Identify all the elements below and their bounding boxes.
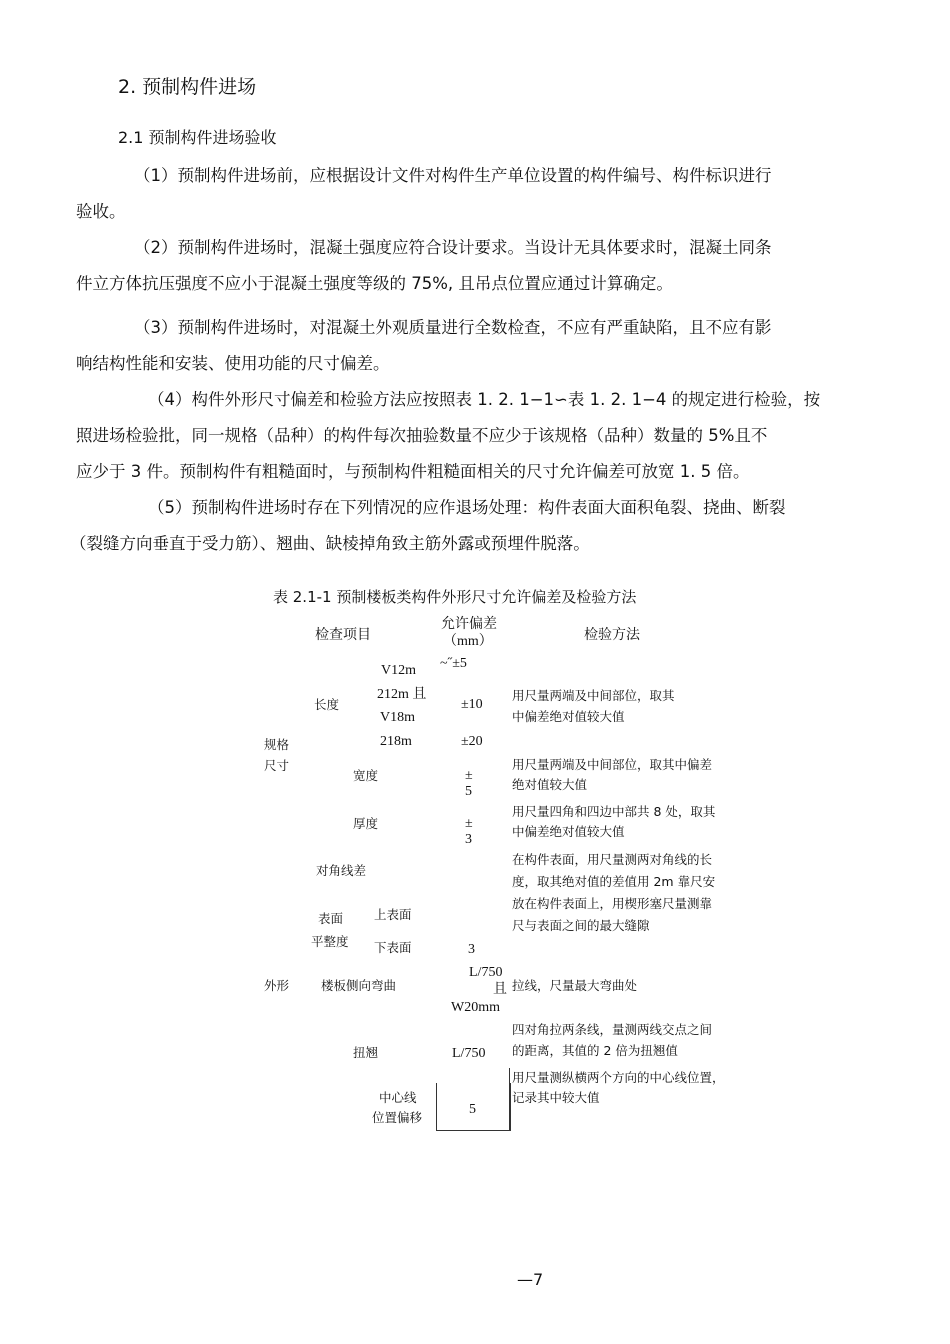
paragraph-2-line-2: 件立方体抗压强度不应小于混凝土强度等级的 75%, 且吊点位置应通过计算确定。 (76, 274, 673, 293)
header-item: 检查项目 (315, 627, 371, 643)
method-width-1: 用尺量两端及中间部位，取其中偏差 (512, 757, 713, 772)
tol-10: ±10 (461, 697, 483, 712)
method-diagonal-4: 尺与表面之间的最大缝隙 (512, 918, 650, 933)
header-tolerance: 允许偏差 (441, 616, 497, 632)
page-number: —7 (517, 1270, 544, 1289)
paragraph-4-line-1: （4）构件外形尺寸偏差和检验方法应按照表 1. 2. 1−1∽表 1. 2. 1−4 的规定进行检验，按 (148, 390, 821, 409)
flatness-label-1: 表面 (318, 911, 344, 926)
tol-bow-1: L/750 (469, 965, 503, 980)
group-shape-label: 外形 (264, 978, 290, 993)
group-size-label-2: 尺寸 (264, 758, 290, 773)
paragraph-3-line-2: 响结构性能和安装、使用功能的尺寸偏差。 (76, 354, 390, 373)
tol-bow-3: W20mm (451, 1000, 500, 1015)
method-diagonal-1: 在构件表面，用尺量测两对角线的长 (512, 852, 713, 867)
tol-centerline: 5 (469, 1102, 476, 1117)
method-length-1: 用尺量两端及中间部位，取其 (512, 688, 675, 703)
header-tolerance-unit: （mm） (443, 634, 493, 649)
method-twist-2: 的距离，其值的 2 倍为扭翘值 (512, 1043, 678, 1058)
lower-surface-label: 下表面 (374, 940, 412, 955)
method-thickness-1: 用尺量四角和四边中部共 8 处，取其 (512, 804, 716, 819)
tol-thickness-value: 3 (465, 832, 472, 847)
tol-width-sign: ± (465, 768, 473, 783)
tol-20: ±20 (461, 734, 483, 749)
centerline-label-1: 中心线 (379, 1090, 417, 1105)
length-range-2b: V18m (380, 710, 415, 725)
tol-flatness: 3 (468, 942, 475, 957)
diagonal-label: 对角线差 (316, 863, 367, 878)
method-centerline-2: 记录其中较大值 (512, 1090, 600, 1105)
width-label: 宽度 (353, 768, 379, 783)
length-range-3: 218m (380, 734, 412, 749)
paragraph-1-line-2: 验收。 (76, 202, 126, 221)
group-size-label-1: 规格 (264, 737, 290, 752)
paragraph-5-line-1: （5）预制构件进场时存在下列情况的应作退场处理：构件表面大面积龟裂、挠曲、断裂 (148, 498, 786, 517)
method-length-2: 中偏差绝对值较大值 (512, 709, 625, 724)
section-heading: 2. 预制构件进场 (118, 76, 257, 98)
table-caption: 表 2.1-1 预制楼板类构件外形尺寸允许偏差及检验方法 (273, 588, 637, 606)
paragraph-3-line-1: （3）预制构件进场时，对混凝土外观质量进行全数检查，不应有严重缺陷，且不应有影 (134, 318, 772, 337)
tol-twist: L/750 (452, 1046, 486, 1061)
method-width-2: 绝对值较大值 (512, 777, 588, 792)
length-range-1: V12m (381, 663, 416, 678)
table-divider-line (509, 1068, 510, 1131)
paragraph-4 (76, 382, 876, 490)
paragraph-1 (76, 158, 876, 230)
length-range-2a: 212m 且 (377, 687, 427, 702)
length-label: 长度 (314, 697, 340, 712)
method-diagonal-2: 度，取其绝对值的差值用 2m 靠尺安 (512, 874, 716, 889)
tol-width-value: 5 (465, 784, 472, 799)
bow-label: 楼板侧向弯曲 (321, 978, 397, 993)
header-method: 检验方法 (584, 627, 640, 643)
method-centerline-1: 用尺量测纵横两个方向的中心线位置， (512, 1070, 725, 1085)
method-diagonal-3: 放在构件表面上，用楔形塞尺量测靠 (512, 896, 713, 911)
tol-bow-2: 且 (493, 982, 507, 997)
twist-label: 扭翘 (353, 1045, 379, 1060)
method-bow: 拉线，尺量最大弯曲处 (512, 978, 638, 993)
paragraph-2-line-1: （2）预制构件进场时，混凝土强度应符合设计要求。当设计无具体要求时，混凝土同条 (134, 238, 772, 257)
thickness-label: 厚度 (353, 816, 379, 831)
paragraph-4-line-3: 应少于 3 件。预制构件有粗糙面时，与预制构件粗糙面相关的尺寸允许偏差可放宽 1. 5 倍。 (76, 462, 750, 481)
paragraph-1-line-1: （1）预制构件进场前，应根据设计文件对构件生产单位设置的构件编号、构件标识进行 (134, 166, 772, 185)
method-twist-1: 四对角拉两条线，量测两线交点之间 (512, 1022, 713, 1037)
subsection-heading: 2.1 预制构件进场验收 (118, 128, 277, 147)
flatness-label-2: 平整度 (311, 934, 349, 949)
paragraph-5 (70, 490, 886, 562)
paragraph-4-line-2: 照进场检验批，同一规格（品种）的构件每次抽验数量不应少于该规格（品种）数量的 5%且不 (76, 426, 768, 445)
paragraph-5-line-2: （裂缝方向垂直于受力筋）、翘曲、缺棱掉角致主筋外露或预埋件脱落。 (70, 534, 590, 553)
tol-thickness-sign: ± (465, 816, 473, 831)
tol-top: ~˝±5 (440, 656, 467, 671)
paragraph-3 (76, 310, 876, 382)
paragraph-2 (76, 230, 876, 302)
centerline-label-2: 位置偏移 (372, 1110, 423, 1125)
upper-surface-label: 上表面 (374, 907, 412, 922)
method-thickness-2: 中偏差绝对值较大值 (512, 824, 625, 839)
